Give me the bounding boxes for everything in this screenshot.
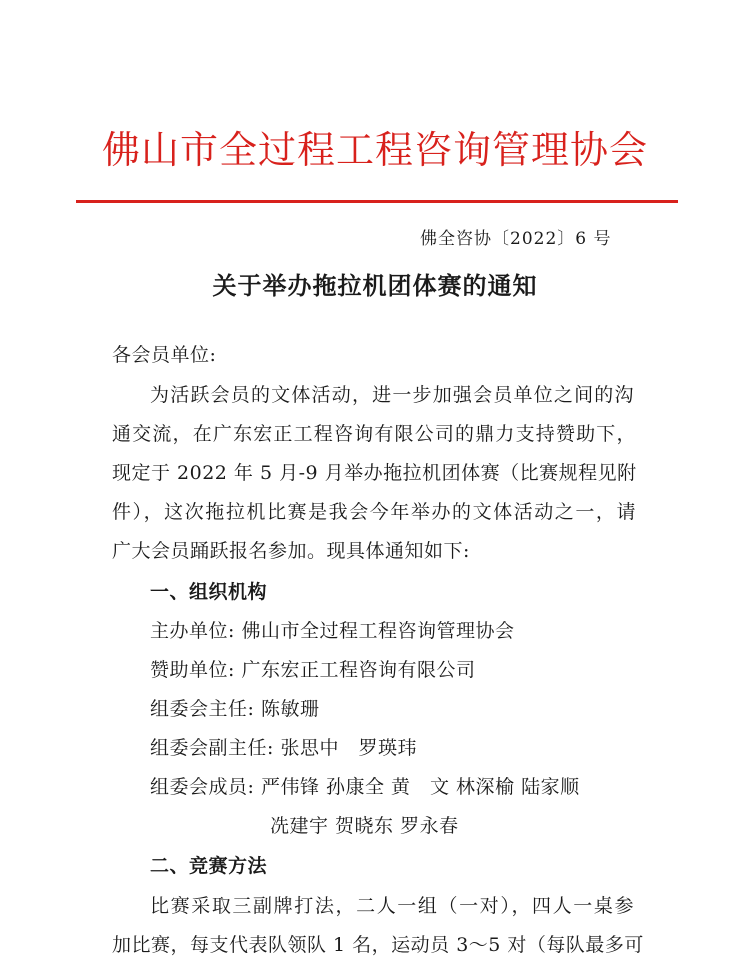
intro-line-5: 广大会员踊跃报名参加。现具体通知如下:: [112, 540, 470, 562]
committee-members-line-1: 组委会成员: 严伟锋 孙康全 黄 文 林深榆 陆家顺: [150, 776, 580, 798]
section-2-line-1: 比赛采取三副牌打法，二人一组（一对），四人一桌参: [150, 895, 634, 917]
sponsor-unit: 赞助单位: 广东宏正工程咨询有限公司: [150, 659, 476, 681]
document-number: 佛全咨协〔2022〕6 号: [420, 229, 612, 249]
notice-title: 关于举办拖拉机团体赛的通知: [212, 271, 538, 300]
org-letterhead-title: 佛山市全过程工程咨询管理协会: [101, 128, 648, 172]
host-unit: 主办单位: 佛山市全过程工程咨询管理协会: [150, 620, 515, 642]
intro-line-3: 现定于 2022 年 5 月-9 月举办拖拉机团体赛（比赛规程见附: [112, 462, 637, 484]
committee-director: 组委会主任: 陈敏珊: [150, 698, 320, 720]
section-1-heading: 一、组织机构: [150, 581, 268, 603]
intro-line-2: 通交流，在广东宏正工程咨询有限公司的鼎力支持赞助下，: [112, 423, 636, 445]
intro-line-1: 为活跃会员的文体活动，进一步加强会员单位之间的沟: [150, 384, 634, 406]
salutation: 各会员单位:: [112, 344, 217, 366]
committee-members-line-2: 冼建宇 贺晓东 罗永春: [270, 815, 459, 837]
committee-vice-director: 组委会副主任: 张思中 罗瑛玮: [150, 737, 417, 759]
section-2-line-2: 加比赛，每支代表队领队 1 名，运动员 3～5 对（每队最多可: [112, 934, 644, 956]
intro-line-4: 件），这次拖拉机比赛是我会今年举办的文体活动之一，请: [112, 501, 636, 523]
section-2-heading: 二、竞赛方法: [150, 855, 268, 877]
letterhead-divider: [76, 200, 678, 203]
